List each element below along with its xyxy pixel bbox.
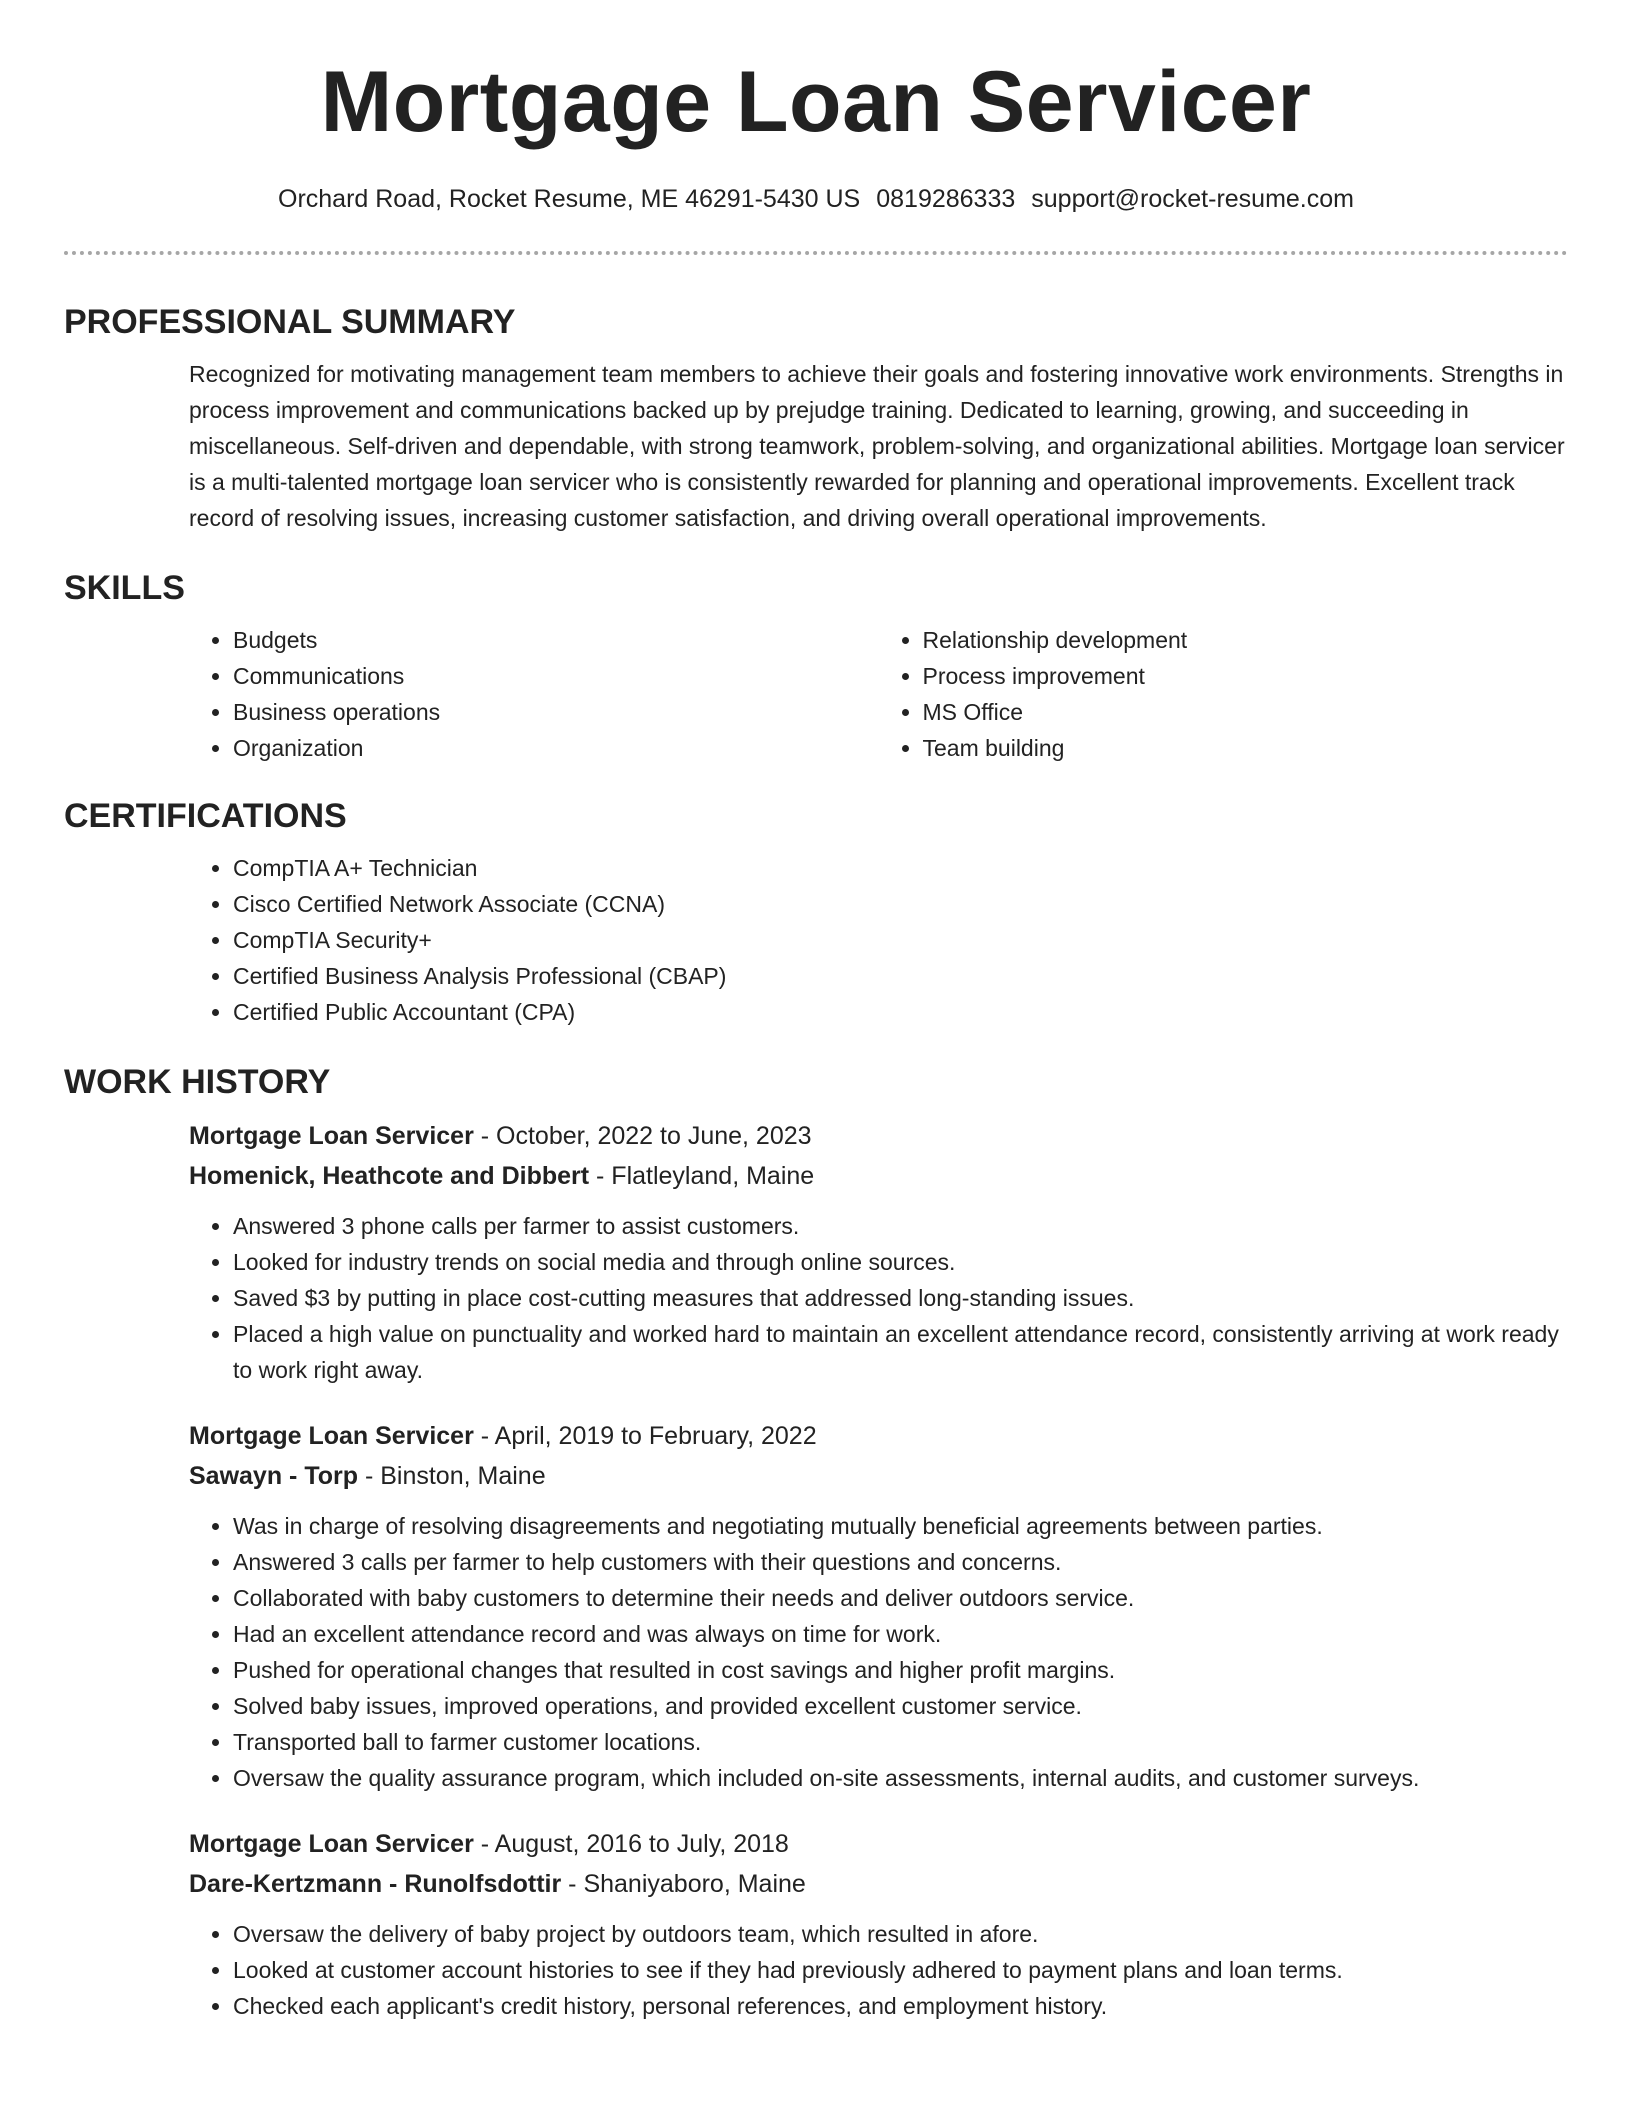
job-dates: - August, 2016 to July, 2018: [473, 1830, 789, 1858]
job-bullet: • Had an excellent attendance record and was always on time for work.: [233, 1616, 1568, 1652]
skill-item: • MS Office: [923, 694, 1569, 730]
job-location: - Shaniyaboro, Maine: [561, 1870, 806, 1898]
contact-address: Orchard Road, Rocket Resume, ME 46291-5430 US: [278, 185, 861, 213]
certification-item: • Cisco Certified Network Associate (CCNA): [233, 886, 1568, 922]
skill-item: • Team building: [923, 730, 1569, 766]
job-dates: - October, 2022 to June, 2023: [473, 1122, 812, 1150]
work-history-section: [64, 1058, 1568, 2024]
job-bullet: • Collaborated with baby customers to determine their needs and deliver outdoors service.: [233, 1580, 1568, 1616]
job-dates: - April, 2019 to February, 2022: [473, 1422, 817, 1450]
job-bullet: • Looked at customer account histories to see if they had previously adhered to payment plans and loan terms.: [233, 1952, 1568, 1988]
job-role: Mortgage Loan Servicer: [189, 1422, 474, 1450]
certifications-title: CERTIFICATIONS: [64, 797, 347, 835]
job-title-line: [189, 1116, 1568, 1156]
job-company-line: [189, 1156, 1568, 1196]
work-history-title: WORK HISTORY: [64, 1063, 331, 1101]
contact-line: [0, 182, 1632, 216]
job-company: Dare-Kertzmann - Runolfsdottir: [189, 1870, 562, 1898]
certification-item: • CompTIA Security+: [233, 922, 1568, 958]
summary-title: PROFESSIONAL SUMMARY: [64, 303, 516, 341]
job-bullet: • Oversaw the quality assurance program, which included on-site assessments, internal audits, and customer surveys.: [233, 1760, 1568, 1796]
job-bullets: [189, 1508, 1568, 1796]
skills-column-right: [879, 622, 1569, 766]
summary-section: [64, 298, 1568, 536]
skill-item: • Communications: [233, 658, 879, 694]
summary-text: Recognized for motivating management team members to achieve their goals and fostering innovative work environments. Strengths in process improvement and communications backed up by prejudge training. Dedicated to learning, growing, and succeeding in miscellaneous. Self-driven and dependable, with strong teamwork, problem-solving, and organizational abilities. Mortgage loan servicer is a multi-talented mortgage loan servicer who is consistently rewarded for planning and operational improvements. Excellent track record of resolving issues, increasing customer satisfaction, and driving overall operational improvements.: [189, 361, 1565, 531]
skills-column-left: [189, 622, 879, 766]
job-bullet: • Answered 3 phone calls per farmer to assist customers.: [233, 1208, 1568, 1244]
job-role: Mortgage Loan Servicer: [189, 1830, 474, 1858]
job-bullet: • Was in charge of resolving disagreements and negotiating mutually beneficial agreements between parties.: [233, 1508, 1568, 1544]
job-company-line: [189, 1456, 1568, 1496]
job-bullet: • Answered 3 calls per farmer to help customers with their questions and concerns.: [233, 1544, 1568, 1580]
certifications-section: [64, 792, 1568, 1030]
certification-item: • CompTIA A+ Technician: [233, 850, 1568, 886]
job-bullet: • Pushed for operational changes that resulted in cost savings and higher profit margins.: [233, 1652, 1568, 1688]
job-location: - Flatleyland, Maine: [589, 1162, 815, 1190]
skill-item: • Organization: [233, 730, 879, 766]
job-bullet: • Oversaw the delivery of baby project by outdoors team, which resulted in afore.: [233, 1916, 1568, 1952]
job-location: - Binston, Maine: [358, 1462, 546, 1490]
contact-email: support@rocket-resume.com: [1031, 185, 1354, 213]
skill-item: • Relationship development: [923, 622, 1569, 658]
contact-phone: 0819286333: [876, 185, 1016, 213]
job-bullet: • Looked for industry trends on social media and through online sources.: [233, 1244, 1568, 1280]
job-entry: [189, 1116, 1568, 1388]
certifications-bullets: [189, 850, 1568, 1030]
job-company: Homenick, Heathcote and Dibbert: [189, 1162, 590, 1190]
certifications-list: [189, 850, 1568, 1030]
job-bullet: • Placed a high value on punctuality and worked hard to maintain an excellent attendance record, consistently arriving at work ready to work right away.: [233, 1316, 1568, 1388]
job-company: Sawayn - Torp: [189, 1462, 359, 1490]
job-bullet: • Checked each applicant's credit history, personal references, and employment history.: [233, 1988, 1568, 2024]
skills-title: SKILLS: [64, 569, 185, 607]
job-bullets: [189, 1916, 1568, 2024]
job-role: Mortgage Loan Servicer: [189, 1122, 474, 1150]
job-title-line: [189, 1416, 1568, 1456]
skills-grid: [189, 622, 1568, 766]
job-title-line: [189, 1824, 1568, 1864]
job-bullet: • Transported ball to farmer customer locations.: [233, 1724, 1568, 1760]
job-bullet: • Saved $3 by putting in place cost-cutting measures that addressed long-standing issues.: [233, 1280, 1568, 1316]
job-company-line: [189, 1864, 1568, 1904]
skill-item: • Process improvement: [923, 658, 1569, 694]
job-bullet: • Solved baby issues, improved operations, and provided excellent customer service.: [233, 1688, 1568, 1724]
skill-item: • Budgets: [233, 622, 879, 658]
skill-item: • Business operations: [233, 694, 879, 730]
resume-content: [64, 298, 1568, 2052]
job-entry: [189, 1416, 1568, 1796]
header-divider: [64, 251, 1568, 255]
job-entry: [189, 1824, 1568, 2024]
certification-item: • Certified Business Analysis Professional (CBAP): [233, 958, 1568, 994]
skills-section: [64, 564, 1568, 766]
resume-name: Mortgage Loan Servicer: [320, 54, 1312, 150]
certification-item: • Certified Public Accountant (CPA): [233, 994, 1568, 1030]
job-bullets: [189, 1208, 1568, 1388]
